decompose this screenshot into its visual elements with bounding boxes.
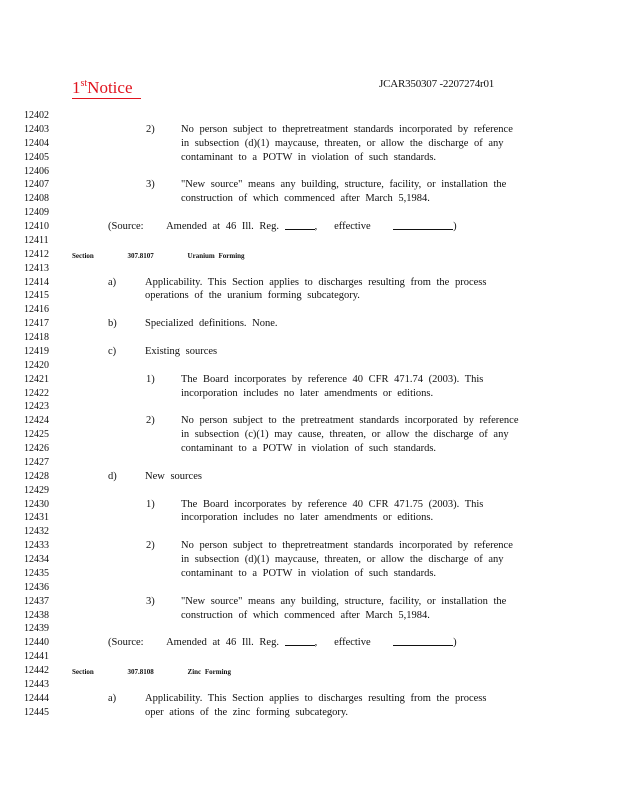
blank-line [285,220,315,230]
line-number: 12404 [24,138,49,149]
line-number: 12416 [24,304,49,315]
line-number: 12432 [24,526,49,537]
line-number: 12440 [24,637,49,648]
body-text: incorporation includes no later amendments or editions. [181,512,434,523]
line-number: 12425 [24,429,49,440]
line-number: 12421 [24,374,49,385]
line-number: 12411 [24,235,49,246]
line-number: 12433 [24,540,49,551]
body-text: No person subject to thepretreatment standards incorporated by reference [181,540,513,551]
line-number: 12434 [24,554,49,565]
body-text: construction of which commenced after March 5,1984. [181,193,430,204]
section-heading: Section 307.8108 Zinc Forming [72,668,231,676]
body-text: Applicability. This Section applies to discharges resulting from the process [145,693,487,704]
body-text: The Board incorporates by reference 40 CFR 471.74 (2003). This [181,374,484,385]
line-number: 12443 [24,679,49,690]
line-number: 12430 [24,499,49,510]
item-label: a) [108,277,117,288]
body-text: operations of the uranium forming subcategory. [145,290,360,301]
line-number: 12424 [24,415,49,426]
source-note: (Source: Amended at 46 Ill. Reg. , effective ) [108,637,457,648]
body-text: "New source" means any building, structure, facility, or installation the [181,179,507,190]
line-number: 12423 [24,401,49,412]
section-heading: Section 307.8107 Uranium Forming [72,252,245,260]
line-number: 12444 [24,693,49,704]
line-number: 12437 [24,596,49,607]
blank-line [285,636,315,646]
body-text: Existing sources [145,346,218,357]
line-number: 12417 [24,318,49,329]
line-number: 12405 [24,152,49,163]
body-text: in subsection (c)(1) may cause, threaten, or allow the discharge of any [181,429,509,440]
item-label: 3) [146,596,155,607]
line-number: 12441 [24,651,49,662]
line-number: 12429 [24,485,49,496]
line-number: 12438 [24,610,49,621]
jcar-identifier: JCAR350307 -2207274r01 [379,78,495,90]
body-text: in subsection (d)(1) maycause, threaten, or allow the discharge of any [181,138,504,149]
line-number: 12439 [24,623,49,634]
page-header [0,74,618,98]
line-number: 12413 [24,263,49,274]
body-text: Applicability. This Section applies to discharges resulting from the process [145,277,487,288]
body-text: in subsection (d)(1) maycause, threaten, or allow the discharge of any [181,554,504,565]
line-number: 12412 [24,249,49,260]
line-number: 12406 [24,166,49,177]
line-number: 12403 [24,124,49,135]
item-label: c) [108,346,117,357]
line-number: 12431 [24,512,49,523]
body-text: contaminant to a POTW in violation of such standards. [181,568,437,579]
line-number: 12418 [24,332,49,343]
item-label: d) [108,471,117,482]
line-number: 12445 [24,707,49,718]
line-number: 12422 [24,388,49,399]
line-number: 12414 [24,277,49,288]
body-text: oper ations of the zinc forming subcategory. [145,707,349,718]
line-number: 12402 [24,110,49,121]
body-text: construction of which commenced after March 5,1984. [181,610,430,621]
line-number: 12442 [24,665,49,676]
line-number: 12408 [24,193,49,204]
blank-line [393,220,453,230]
line-number: 12426 [24,443,49,454]
body-text: contaminant to a POTW in violation of such standards. [181,443,437,454]
item-label: 3) [146,179,155,190]
line-number: 12428 [24,471,49,482]
item-label: 1) [146,374,155,385]
line-number: 12407 [24,179,49,190]
notice-title: 1stNotice [72,74,141,99]
body-text: The Board incorporates by reference 40 CFR 471.75 (2003). This [181,499,484,510]
body-text: Specialized definitions. None. [145,318,278,329]
body-text: No person subject to the pretreatment standards incorporated by reference [181,415,519,426]
line-number: 12436 [24,582,49,593]
item-label: 2) [146,540,155,551]
line-number: 12420 [24,360,49,371]
line-number: 12409 [24,207,49,218]
body-text: contaminant to a POTW in violation of such standards. [181,152,437,163]
item-label: 2) [146,124,155,135]
line-number: 12435 [24,568,49,579]
body-text: incorporation includes no later amendments or editions. [181,388,434,399]
body-text: No person subject to thepretreatment standards incorporated by reference [181,124,513,135]
item-label: a) [108,693,117,704]
body-text: New sources [145,471,202,482]
item-label: b) [108,318,117,329]
line-number: 12419 [24,346,49,357]
source-note: (Source: Amended at 46 Ill. Reg. , effective ) [108,221,457,232]
line-number: 12415 [24,290,49,301]
line-number: 12427 [24,457,49,468]
blank-line [393,636,453,646]
item-label: 1) [146,499,155,510]
item-label: 2) [146,415,155,426]
line-number: 12410 [24,221,49,232]
body-text: "New source" means any building, structure, facility, or installation the [181,596,507,607]
